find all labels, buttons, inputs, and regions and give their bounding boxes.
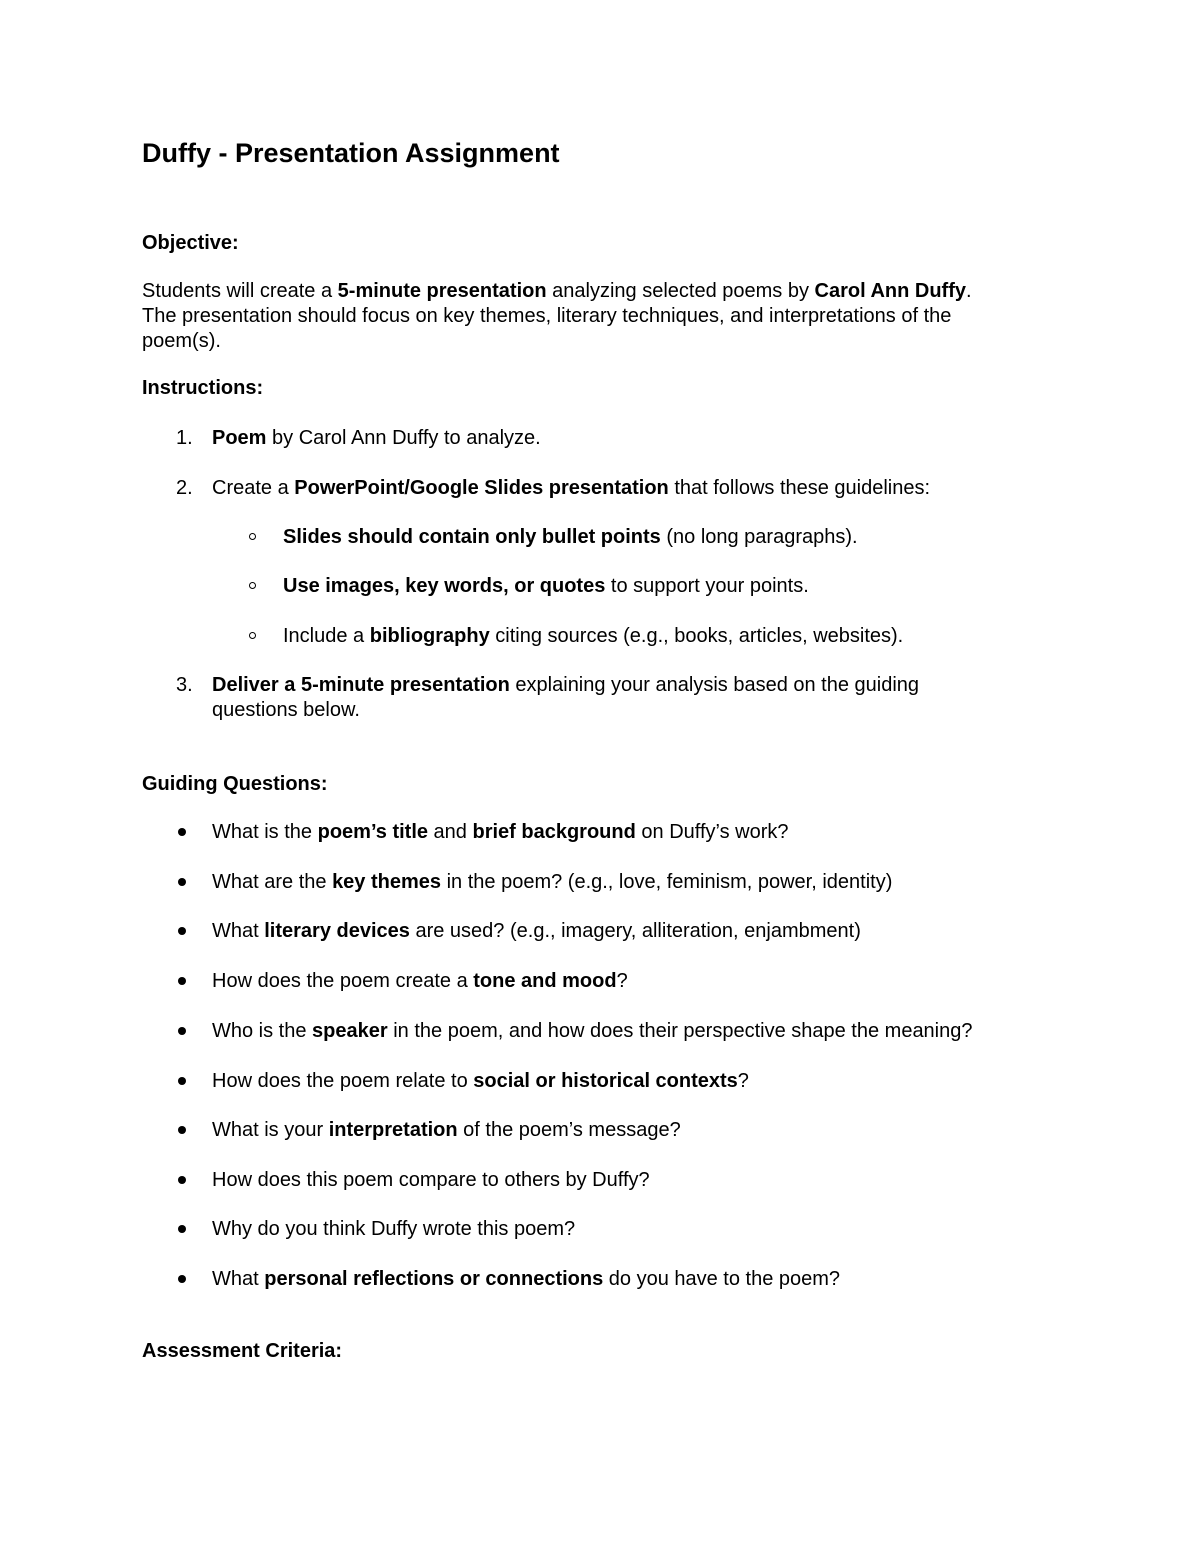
objective-heading: Objective:	[142, 232, 239, 254]
guiding-question: Who is the speaker in the poem, and how does their perspective shape the meaning?	[212, 1020, 973, 1042]
instruction-item-2: Create a PowerPoint/Google Slides presentation that follows these guidelines:	[212, 477, 931, 499]
instruction-item-3: Deliver a 5-minute presentation explaining your analysis based on the guiding	[212, 674, 920, 696]
assessment-criteria-heading: Assessment Criteria:	[142, 1340, 343, 1362]
guiding-question: What are the key themes in the poem? (e.g., love, feminism, power, identity)	[212, 871, 893, 893]
bullet-icon	[178, 828, 186, 836]
bullet-icon	[178, 1176, 186, 1184]
guiding-question: What personal reflections or connections do you have to the poem?	[212, 1268, 841, 1290]
bullet-icon	[178, 1027, 186, 1035]
guiding-question: What is the poem’s title and brief background on Duffy’s work?	[212, 821, 789, 843]
bullet-icon	[178, 878, 186, 886]
bullet-icon	[178, 927, 186, 935]
bullet-icon	[178, 1126, 186, 1134]
hollow-bullet-icon	[249, 632, 256, 639]
guiding-question: How does the poem relate to social or historical contexts?	[212, 1070, 749, 1092]
document-title: Duffy - Presentation Assignment	[142, 138, 560, 168]
guiding-question: What literary devices are used? (e.g., imagery, alliteration, enjambment)	[212, 920, 861, 942]
objective-line-3: poem(s).	[142, 330, 221, 352]
bullet-icon	[178, 1275, 186, 1283]
guiding-question: How does this poem compare to others by Duffy?	[212, 1169, 650, 1191]
instruction-subitem-2: Use images, key words, or quotes to support your points.	[283, 575, 809, 597]
guiding-questions-heading: Guiding Questions:	[142, 773, 328, 795]
guiding-question: Why do you think Duffy wrote this poem?	[212, 1218, 576, 1240]
instructions-heading: Instructions:	[142, 377, 264, 399]
guiding-question: What is your interpretation of the poem’s message?	[212, 1119, 681, 1141]
guiding-question: How does the poem create a tone and mood?	[212, 970, 628, 992]
hollow-bullet-icon	[249, 582, 256, 589]
instruction-item-3-continued: questions below.	[212, 699, 360, 721]
objective-line-2: The presentation should focus on key themes, literary techniques, and interpretations of the	[142, 305, 952, 327]
bullet-icon	[178, 1077, 186, 1085]
instruction-item-1: Poem by Carol Ann Duffy to analyze.	[212, 427, 541, 449]
instruction-number: 3.	[176, 674, 193, 696]
instruction-number: 1.	[176, 427, 193, 449]
objective-line-1: Students will create a 5-minute presentation analyzing selected poems by Carol Ann Duffy.	[142, 280, 972, 302]
instruction-number: 2.	[176, 477, 193, 499]
bullet-icon	[178, 1225, 186, 1233]
instruction-subitem-3: Include a bibliography citing sources (e.g., books, articles, websites).	[283, 625, 904, 647]
hollow-bullet-icon	[249, 533, 256, 540]
bullet-icon	[178, 977, 186, 985]
instruction-subitem-1: Slides should contain only bullet points (no long paragraphs).	[283, 526, 858, 548]
